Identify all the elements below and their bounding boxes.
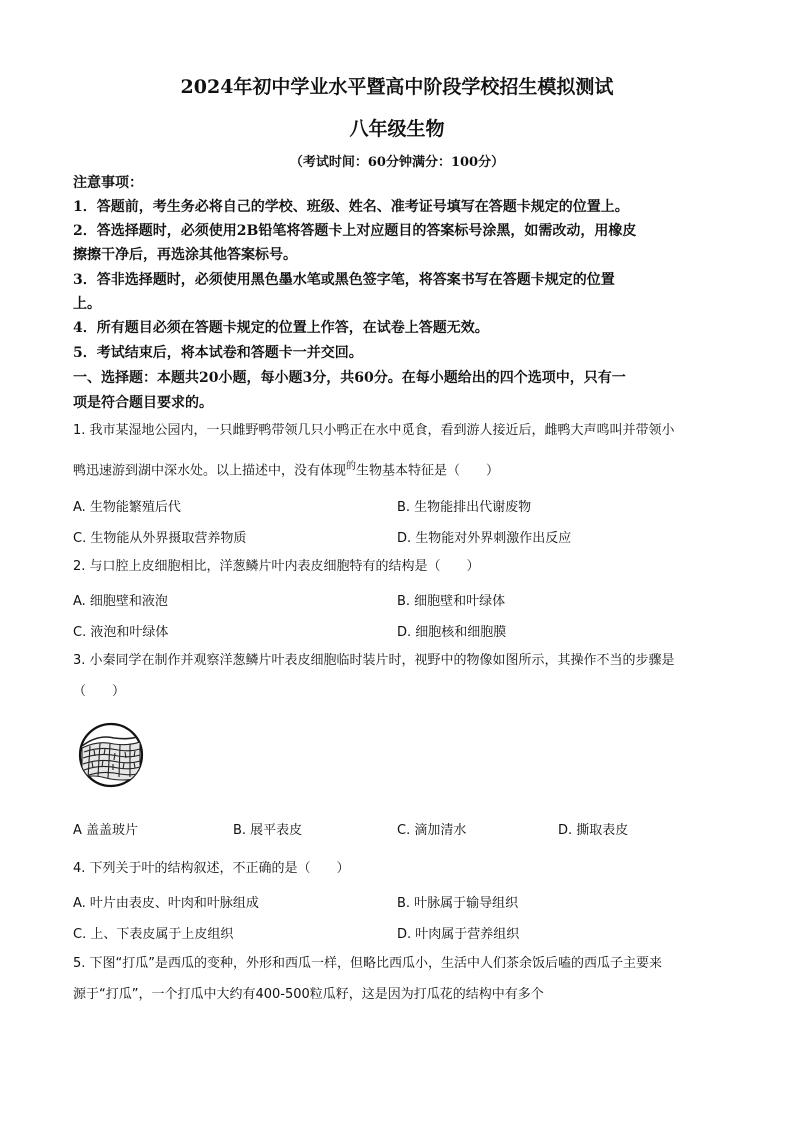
note-line: 2．答选择题时，必须使用2B铅笔将答题卡上对应题目的答案标号涂黑，如需改动，用橡皮 [73, 223, 637, 239]
question-1-option-d[interactable]: D. 生物能对外界刺激作出反应 [397, 531, 572, 546]
question-1-stem-text-a: 鸭迅速游到湖中深水处。以上描述中，没有体现 [73, 463, 347, 479]
question-5-stem-line2: 源于“打瓜”，一个打瓜中大约有400-500粒瓜籽，这是因为打瓜花的结构中有多个 [73, 987, 544, 1002]
question-1-option-a[interactable]: A. 生物能繁殖后代 [73, 500, 181, 515]
note-line: 5．考试结束后，将本试卷和答题卡一并交回。 [73, 345, 363, 361]
question-3-option-c[interactable]: C. 滴加清水 [397, 823, 467, 838]
question-1-stem-line2 [73, 458, 499, 480]
question-1-stem-superscript: 的 [346, 461, 357, 472]
exam-info: （考试时间：60分钟满分：100分） [289, 155, 505, 170]
note-line: 1．答题前，考生务必将自己的学校、班级、姓名、准考证号填写在答题卡规定的位置上。 [73, 199, 629, 215]
question-2-option-b[interactable]: B. 细胞壁和叶绿体 [397, 594, 506, 609]
section-heading-line2: 项是符合题目要求的。 [73, 395, 213, 411]
question-4-stem: 4. 下列关于叶的结构叙述，不正确的是（ ） [73, 861, 350, 876]
question-2-option-c[interactable]: C. 液泡和叶绿体 [73, 625, 169, 640]
question-1-stem-text-b: 生物基本特征是（ ） [356, 463, 500, 479]
note-line: 4．所有题目必须在答题卡规定的位置上作答，在试卷上答题无效。 [73, 320, 489, 336]
question-3-stem-line2: （ ） [73, 684, 126, 699]
microscope-view-figure [78, 722, 144, 788]
question-4-option-a[interactable]: A. 叶片由表皮、叶肉和叶脉组成 [73, 896, 259, 911]
question-2-option-a[interactable]: A. 细胞壁和液泡 [73, 594, 168, 609]
question-3-option-a[interactable]: A 盖盖玻片 [73, 823, 139, 838]
question-2-option-d[interactable]: D. 细胞核和细胞膜 [397, 625, 507, 640]
exam-subtitle: 八年级生物 [349, 118, 445, 140]
question-5-stem-line1: 5. 下图“打瓜”是西瓜的变种，外形和西瓜一样，但略比西瓜小，生活中人们茶余饭后嗑的西瓜子主要来 [73, 956, 663, 971]
question-1-option-b[interactable]: B. 生物能排出代谢废物 [397, 500, 532, 515]
note-line: 擦擦干净后，再选涂其他答案标号。 [73, 247, 297, 263]
notes-heading: 注意事项： [73, 175, 143, 191]
question-4-option-b[interactable]: B. 叶脉属于输导组织 [397, 896, 519, 911]
note-line: 上。 [73, 296, 101, 312]
question-4-option-d[interactable]: D. 叶肉属于营养组织 [397, 927, 520, 942]
note-line: 3．答非选择题时，必须使用黑色墨水笔或黑色签字笔，将答案书写在答题卡规定的位置 [73, 272, 615, 288]
question-3-option-b[interactable]: B. 展平表皮 [233, 823, 303, 838]
question-4-option-c[interactable]: C. 上、下表皮属于上皮组织 [73, 927, 234, 942]
question-1-option-c[interactable]: C. 生物能从外界摄取营养物质 [73, 531, 247, 546]
question-2-stem: 2. 与口腔上皮细胞相比，洋葱鳞片叶内表皮细胞特有的结构是（ ） [73, 559, 480, 574]
exam-title: 2024年初中学业水平暨高中阶段学校招生模拟测试 [180, 76, 614, 98]
question-3-stem-line1: 3. 小秦同学在制作并观察洋葱鳞片叶表皮细胞临时装片时，视野中的物像如图所示，其操作不当的步骤是 [73, 653, 675, 668]
question-1-stem-line1: 1. 我市某湿地公园内，一只雌野鸭带领几只小鸭正在水中觅食，看到游人接近后，雌鸭大声鸣叫并带领小 [73, 423, 675, 438]
section-heading-line1: 一、选择题：本题共20小题，每小题3分，共60分。在每小题给出的四个选项中，只有一 [73, 370, 626, 386]
question-3-option-d[interactable]: D. 撕取表皮 [558, 823, 629, 838]
